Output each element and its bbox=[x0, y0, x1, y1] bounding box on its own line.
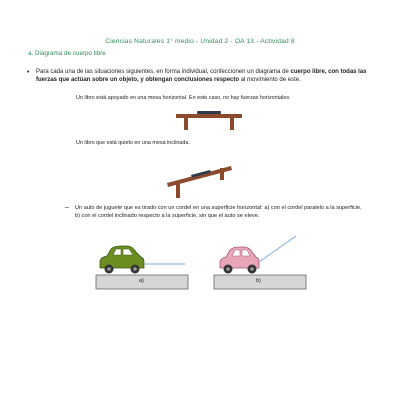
bullet-marker: • bbox=[27, 69, 30, 76]
toy-car-a bbox=[100, 246, 144, 274]
item-book-incline: Un libro que está quieto en una mesa inclinada. bbox=[76, 140, 190, 146]
toy-car-b bbox=[220, 247, 259, 274]
table-leg-inclined-left bbox=[176, 184, 180, 198]
document-header: Ciencias Naturales 1° medio - Unidad 2 - OA 13 - Actividad 8 bbox=[105, 38, 295, 45]
inclined-table-figure bbox=[167, 166, 232, 198]
task-text-tail: al movimiento de este. bbox=[240, 76, 301, 83]
label-a: a) bbox=[139, 278, 144, 284]
table-top-flat bbox=[176, 114, 242, 118]
rope-b bbox=[259, 236, 296, 262]
table-leg-inclined-right bbox=[220, 168, 224, 180]
item-book-flat: Un libro está apoyado en una mesa horizontal. En este caso, no hay fuerzas horizontales. bbox=[76, 95, 291, 101]
task-text-bold: cuerpo libre, con todas las fuerzas que actúan sobre un objeto, y obtengan conclusiones respecto bbox=[36, 69, 367, 83]
car-task-text: Un auto de juguete que es tirado con un cordel en una superficie horizontal: a) con el cordel paralelo a la superficie, b) con el cordel inclinado respecto a la superficie, sin que el auto se eleve. bbox=[75, 205, 362, 219]
flat-table-figure bbox=[176, 111, 242, 130]
table-leg-left bbox=[184, 118, 188, 130]
table-leg-right bbox=[230, 118, 234, 130]
task-text-lead: Para cada una de las situaciones siguientes, en forma individual, confeccionen un diagrama de bbox=[36, 69, 289, 75]
section-subtitle: a. Diagrama de cuerpo libre bbox=[28, 50, 106, 57]
book-flat bbox=[197, 111, 221, 114]
dash-marker: – bbox=[65, 204, 69, 211]
label-b: b) bbox=[256, 278, 261, 284]
